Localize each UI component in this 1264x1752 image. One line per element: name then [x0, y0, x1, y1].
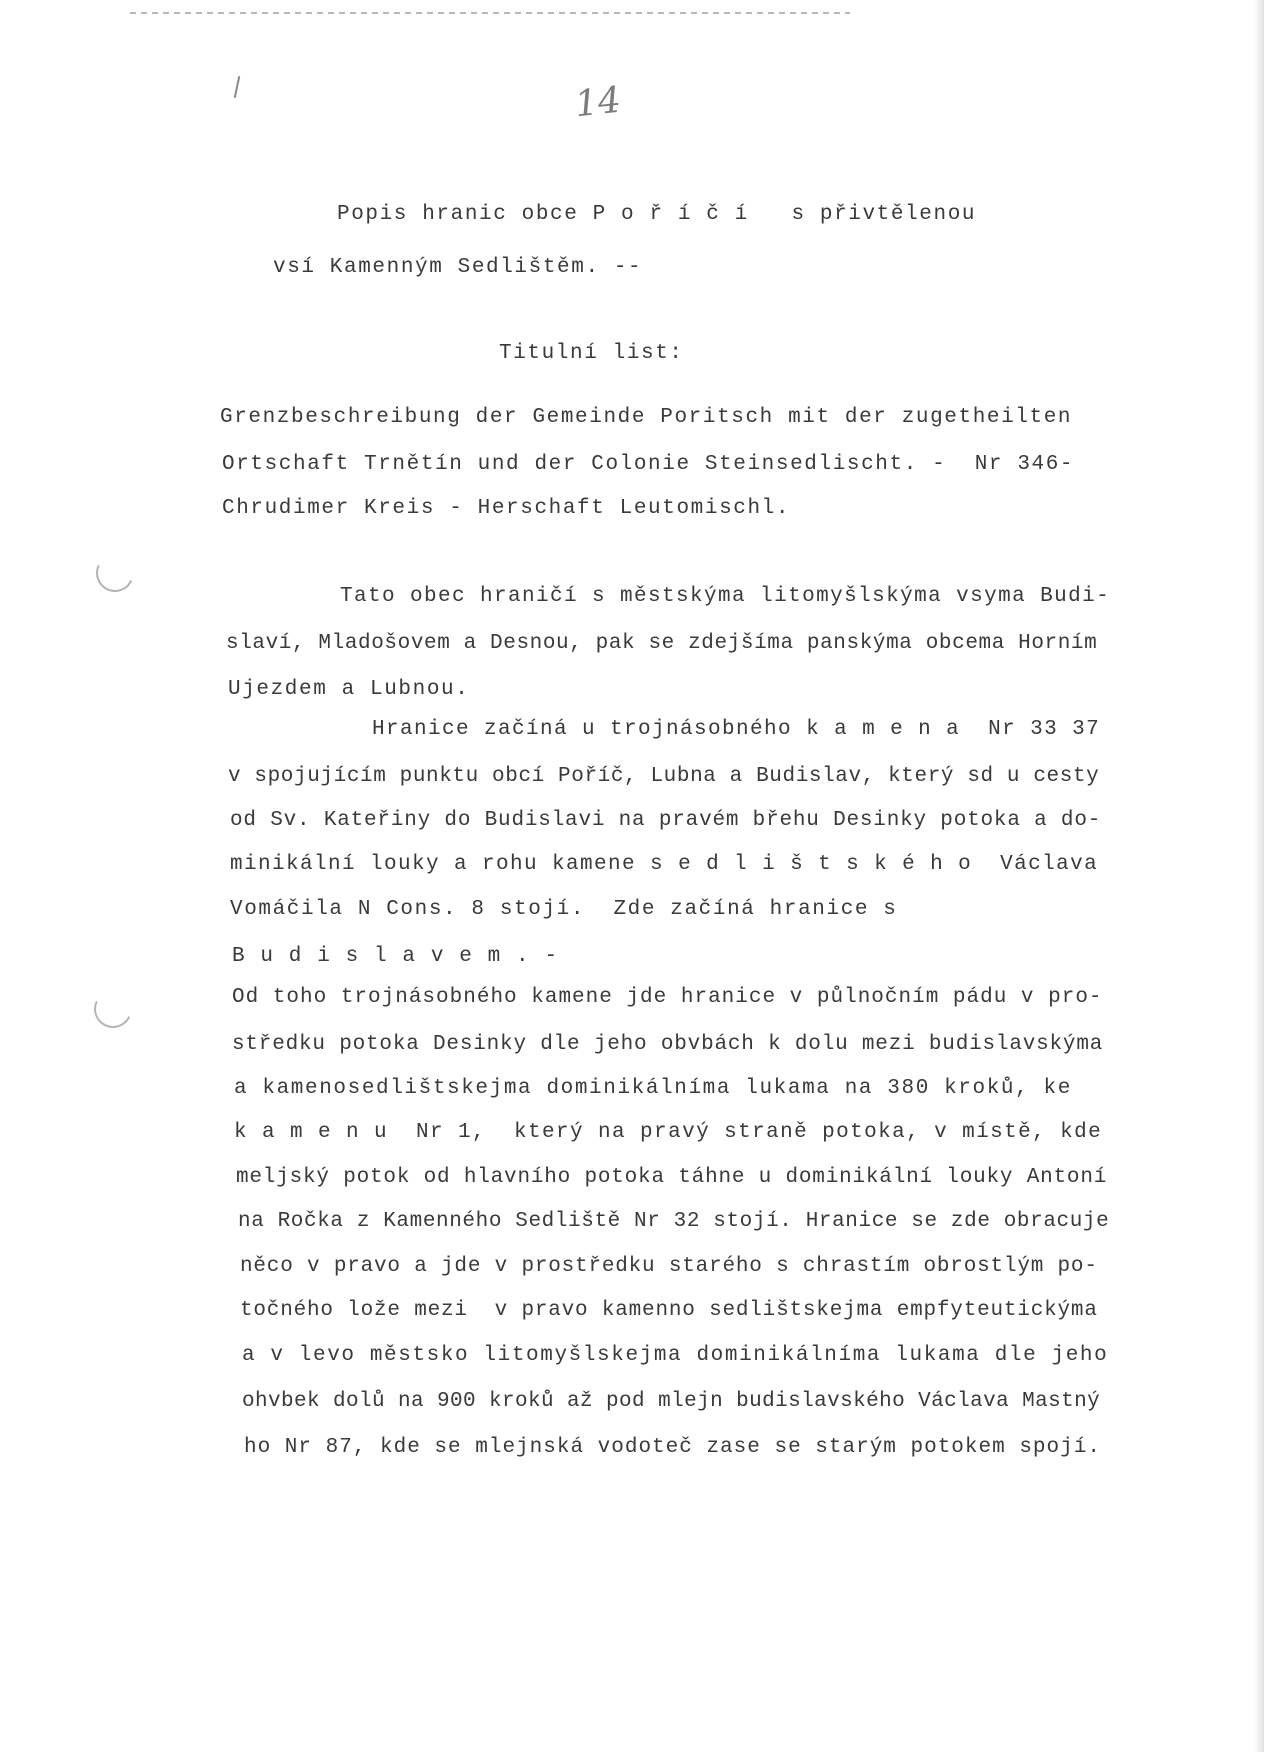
paragraph-3-line: Od toho trojnásobného kamene jde hranice v půlnočním pádu v pro-: [232, 986, 1103, 1009]
paragraph-3-line: a v levo městsko litomyšlskejma dominikálníma lukama dle jeho: [242, 1344, 1109, 1367]
paragraph-2-line: Vomáčila N Cons. 8 stojí. Zde začíná hranice s: [230, 898, 898, 921]
german-title-line: Ortschaft Trnětín und der Colonie Steinsedlischt. - Nr 346-: [222, 453, 1075, 476]
subheading: Titulní list:: [499, 342, 684, 365]
paragraph-3-line: a kamenosedlištskejma dominikálníma lukama na 380 kroků, ke: [234, 1077, 1072, 1100]
paragraph-2-line: od Sv. Kateřiny do Budislavi na pravém břehu Desinky potoka a do-: [230, 809, 1102, 832]
paragraph-3-line: ho Nr 87, kde se mlejnská vodoteč zase se starým potokem spojí.: [244, 1436, 1101, 1459]
paragraph-3-line: středku potoka Desinky dle jeho obvbách k dolu mezi budislavskýma: [232, 1033, 1104, 1056]
paragraph-3-line: točného lože mezi v pravo kamenno sedlištskejma empfyteutickýma: [240, 1299, 1098, 1322]
punch-hole-mark-icon: [89, 985, 138, 1034]
paragraph-1-line: Tato obec hraničí s městskýma litomyšlskýma vsyma Budi-: [340, 585, 1111, 608]
paragraph-2-line: minikální louky a rohu kamene s e d l i š t s k é h o Václava: [230, 853, 1099, 876]
punch-hole-mark-icon: [91, 549, 140, 598]
heading-line-2: vsí Kamenným Sedlištěm. --: [273, 256, 643, 279]
handwritten-page-number: 14: [572, 79, 623, 126]
paragraph-3-line: k a m e n u Nr 1, který na pravý straně potoka, v místě, kde: [234, 1121, 1103, 1144]
paragraph-3-line: na Ročka z Kamenného Sedliště Nr 32 stojí. Hranice se zde obracuje: [238, 1210, 1110, 1233]
paragraph-1-line: slaví, Mladošovem a Desnou, pak se zdejšíma panskýma obcema Horním: [226, 632, 1098, 655]
paragraph-2-line: Hranice začíná u trojnásobného k a m e n a Nr 33 37: [372, 718, 1101, 741]
german-title-line: Grenzbeschreibung der Gemeinde Poritsch mit der zugetheilten: [220, 406, 1073, 429]
paragraph-3-line: něco v pravo a jde v prostředku starého s chrastím obrostlým po-: [240, 1255, 1098, 1278]
paragraph-2-line: B u d i s l a v e m . -: [232, 945, 559, 968]
heading-line-1: Popis hranic obce P o ř í č í s přivtělenou: [337, 203, 977, 226]
paragraph-2-line: v spojujícím punktu obcí Poříč, Lubna a Budislav, který sd u cesty: [228, 765, 1100, 788]
scan-top-edge: [130, 12, 850, 14]
pencil-mark: [234, 76, 241, 98]
paragraph-3-line: meljský potok od hlavního potoka táhne u dominikální louky Antoní: [236, 1166, 1108, 1189]
scan-right-edge-shadow: [1254, 0, 1264, 1752]
paragraph-3-line: ohvbek dolů na 900 kroků až pod mlejn budislavského Václava Mastný: [242, 1390, 1101, 1413]
german-title-line: Chrudimer Kreis - Herschaft Leutomischl.: [222, 497, 791, 520]
paragraph-1-line: Ujezdem a Lubnou.: [228, 678, 470, 701]
